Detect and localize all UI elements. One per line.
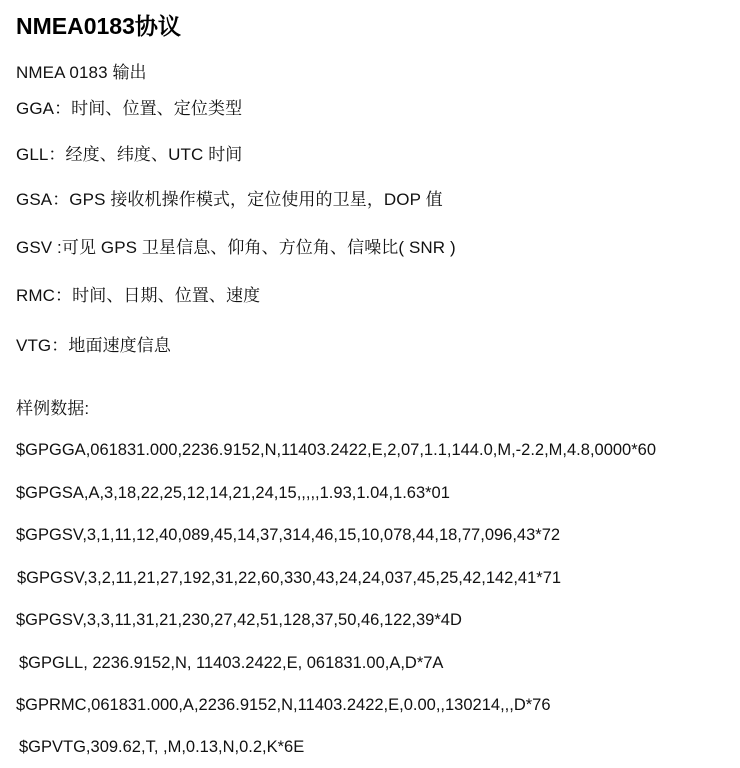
sample-gpvtg: $GPVTG,309.62,T, ,M,0.13,N,0.2,K*6E xyxy=(19,738,305,756)
sentence-gga: GGA：时间、位置、定位类型 xyxy=(16,99,243,118)
sample-gprmc: $GPRMC,061831.000,A,2236.9152,N,11403.2422,E,0.00,,130214,,,D*76 xyxy=(16,696,551,714)
sample-heading: 样例数据: xyxy=(16,399,90,418)
sentence-vtg: VTG：地面速度信息 xyxy=(16,336,171,355)
sample-gpgll: $GPGLL, 2236.9152,N, 11403.2422,E, 061831.00,A,D*7A xyxy=(19,654,444,672)
sample-gpgsv-2: $GPGSV,3,2,11,21,27,192,31,22,60,330,43,24,24,037,45,25,42,142,41*71 xyxy=(17,569,562,587)
page-title: NMEA0183协议 xyxy=(16,13,181,39)
sentence-gll: GLL：经度、纬度、UTC 时间 xyxy=(16,145,243,164)
sample-gpgsa: $GPGSA,A,3,18,22,25,12,14,21,24,15,,,,,1.93,1.04,1.63*01 xyxy=(16,484,450,502)
sample-gpgsv-1: $GPGSV,3,1,11,12,40,089,45,14,37,314,46,15,10,078,44,18,77,096,43*72 xyxy=(16,526,561,544)
sentence-gsa: GSA：GPS 接收机操作模式，定位使用的卫星，DOP 值 xyxy=(16,190,443,209)
sentence-gsv: GSV :可见 GPS 卫星信息、仰角、方位角、信噪比( SNR ) xyxy=(16,238,456,257)
sentence-rmc: RMC：时间、日期、位置、速度 xyxy=(16,286,261,305)
sample-gpgsv-3: $GPGSV,3,3,11,31,21,230,27,42,51,128,37,50,46,122,39*4D xyxy=(16,611,462,629)
sample-gpgga: $GPGGA,061831.000,2236.9152,N,11403.2422,E,2,07,1.1,144.0,M,-2.2,M,4.8,0000*60 xyxy=(16,441,657,459)
intro-line: NMEA 0183 输出 xyxy=(16,63,147,82)
